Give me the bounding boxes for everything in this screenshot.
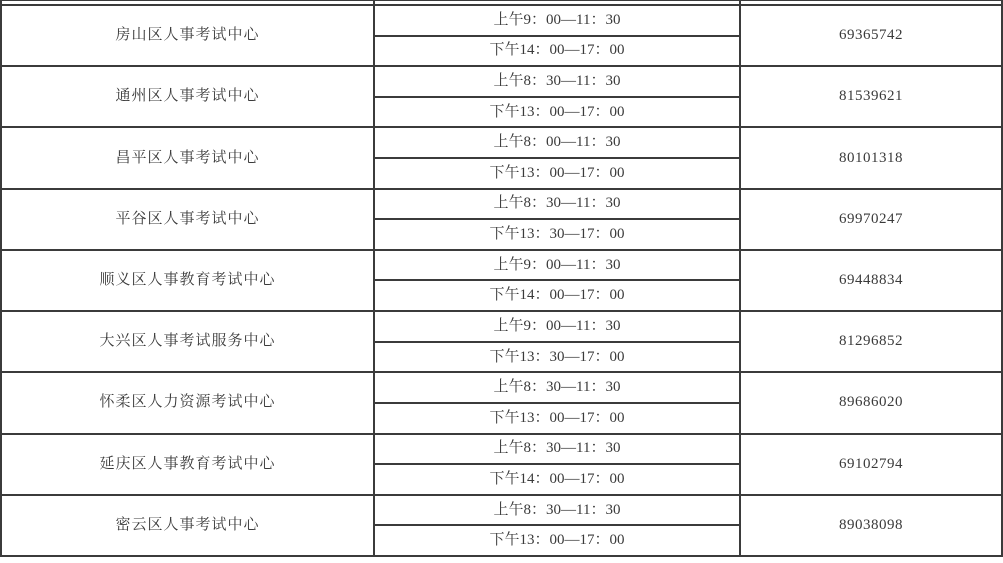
afternoon-hours-cell: 下午13：00—17：00 (374, 525, 740, 556)
table-row (1, 250, 1002, 281)
afternoon-hours-cell: 下午13：00—17：00 (374, 97, 740, 128)
phone-number-cell: 81296852 (740, 311, 1002, 372)
afternoon-hours-cell: 下午13：30—17：00 (374, 219, 740, 250)
table-row (1, 434, 1002, 465)
table-row (1, 5, 1002, 36)
table-row (1, 372, 1002, 403)
morning-hours-cell: 上午8：00—11：30 (374, 127, 740, 158)
morning-hours-cell: 上午9：00—11：30 (374, 250, 740, 281)
phone-number-cell: 69448834 (740, 250, 1002, 311)
phone-number-cell: 69102794 (740, 434, 1002, 495)
center-name-cell: 延庆区人事教育考试中心 (1, 434, 374, 495)
center-name-cell: 通州区人事考试中心 (1, 66, 374, 127)
table-row (1, 189, 1002, 220)
afternoon-hours-cell: 下午13：00—17：00 (374, 403, 740, 434)
morning-hours-cell: 上午9：00—11：30 (374, 311, 740, 342)
center-name-cell: 昌平区人事考试中心 (1, 127, 374, 188)
table-row (1, 66, 1002, 97)
afternoon-hours-cell: 下午14：00—17：00 (374, 464, 740, 495)
center-name-cell: 怀柔区人力资源考试中心 (1, 372, 374, 433)
phone-number-cell: 89038098 (740, 495, 1002, 556)
phone-number-cell: 89686020 (740, 372, 1002, 433)
center-name-cell: 平谷区人事考试中心 (1, 189, 374, 250)
center-name-cell: 密云区人事考试中心 (1, 495, 374, 556)
afternoon-hours-cell: 下午14：00—17：00 (374, 36, 740, 67)
afternoon-hours-cell: 下午14：00—17：00 (374, 280, 740, 311)
morning-hours-cell: 上午8：30—11：30 (374, 189, 740, 220)
center-name-cell: 顺义区人事教育考试中心 (1, 250, 374, 311)
afternoon-hours-cell: 下午13：00—17：00 (374, 158, 740, 189)
table-row (1, 495, 1002, 526)
phone-number-cell: 80101318 (740, 127, 1002, 188)
phone-number-cell: 81539621 (740, 66, 1002, 127)
morning-hours-cell: 上午8：30—11：30 (374, 495, 740, 526)
morning-hours-cell: 上午8：30—11：30 (374, 372, 740, 403)
phone-number-cell: 69365742 (740, 5, 1002, 66)
morning-hours-cell: 上午9：00—11：30 (374, 5, 740, 36)
morning-hours-cell: 上午8：30—11：30 (374, 66, 740, 97)
center-name-cell: 房山区人事考试中心 (1, 5, 374, 66)
table-row (1, 127, 1002, 158)
morning-hours-cell: 上午8：30—11：30 (374, 434, 740, 465)
afternoon-hours-cell: 下午13：30—17：00 (374, 342, 740, 373)
exam-centers-table-body (1, 1, 1002, 557)
table-row (1, 311, 1002, 342)
phone-number-cell: 69970247 (740, 189, 1002, 250)
center-name-cell: 大兴区人事考试服务中心 (1, 311, 374, 372)
